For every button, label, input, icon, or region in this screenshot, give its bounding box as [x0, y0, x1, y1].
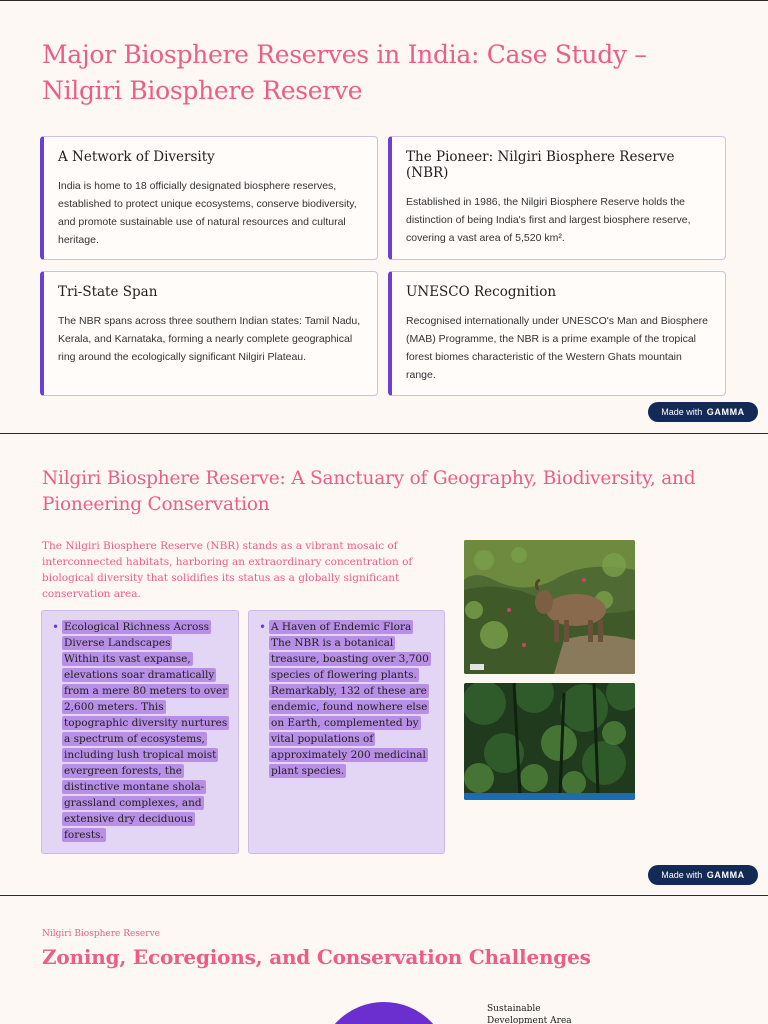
made-with-gamma-badge[interactable] [648, 402, 758, 422]
panel-heading: Ecological Richness Across Diverse Landscapes [64, 621, 210, 649]
slide1-title: Major Biosphere Reserves in India: Case Study – Nilgiri Biosphere Reserve [42, 40, 647, 105]
card-body: Established in 1986, the Nilgiri Biosphere Reserve holds the distinction of being India's first and largest biosphere reserve, covering a vast area of 5,520 km². [406, 196, 691, 244]
panel-body: Within its vast expanse, elevations soar dramatically from a mere 80 meters to over 2,600 meters. This topographic diversity nurtures a spectrum of ecosystems, including lush tropical moist evergreen forests, the distinctive montane shola-grassland complexes, and extensive dry deciduous forests. [64, 653, 228, 841]
panel-body: The NBR is a botanical treasure, boasting over 3,700 species of flowering plants. Remarkably, 132 of these are endemic, found nowhere else on Earth, complemented by vital populations of approximately 200 medicinal plant species. [271, 637, 429, 777]
made-with-gamma-badge[interactable] [648, 865, 758, 885]
card-unesco-recognition [388, 271, 726, 396]
slide3-title: Zoning, Ecoregions, and Conservation Challenges [42, 945, 591, 969]
card-body: Recognised internationally under UNESCO's Man and Biosphere (MAB) Programme, the NBR is a prime example of the tropical forest biomes characteristic of the Western Ghats mountain range. [406, 315, 709, 381]
card-heading: The Pioneer: Nilgiri Biosphere Reserve (NBR) [406, 149, 675, 181]
card-the-pioneer [388, 136, 726, 260]
bullet-icon: • [52, 620, 60, 634]
panel-endemic-flora [248, 610, 445, 854]
shola-forest-photo [464, 683, 635, 800]
gamma-logo: GAMMA [706, 870, 745, 880]
bullet-icon: • [259, 620, 267, 634]
card-heading: Tri-State Span [58, 284, 158, 300]
card-tri-state-span [40, 271, 378, 396]
badge-prefix: Made with [661, 407, 703, 417]
slide-sanctuary [0, 434, 768, 894]
gamma-logo: GAMMA [706, 407, 745, 417]
card-heading: A Network of Diversity [58, 149, 215, 165]
slide-zoning [0, 896, 768, 1024]
slide2-intro: The Nilgiri Biosphere Reserve (NBR) stands as a vibrant mosaic of interconnected habitats, harboring an extraordinary concentration of biological diversity that solidifies its status as a globally significant conservation area. [42, 540, 413, 600]
zone-label-sustainable-development: Sustainable Development Area [487, 1004, 572, 1024]
card-network-of-diversity [40, 136, 378, 260]
slide-overview [0, 1, 768, 433]
panel-heading: A Haven of Endemic Flora [271, 621, 412, 633]
card-body: India is home to 18 officially designated biosphere reserves, established to protect unique ecosystems, conserve biodiversity, and promote sustainable use of natural resources and cultural heritage. [58, 180, 357, 246]
card-heading: UNESCO Recognition [406, 284, 557, 300]
zone-diagram-circle [318, 1002, 450, 1024]
slide3-kicker: Nilgiri Biosphere Reserve [42, 929, 160, 939]
slide2-title: Nilgiri Biosphere Reserve: A Sanctuary of Geography, Biodiversity, and Pioneering Conservation [42, 468, 696, 515]
badge-prefix: Made with [661, 870, 703, 880]
card-body: The NBR spans across three southern Indian states: Tamil Nadu, Kerala, and Karnataka, forming a nearly complete geographical ring around the ecologically significant Nilgiri Plateau. [58, 315, 361, 363]
panel-ecological-richness [41, 610, 239, 854]
nilgiri-tahr-photo [464, 540, 635, 674]
